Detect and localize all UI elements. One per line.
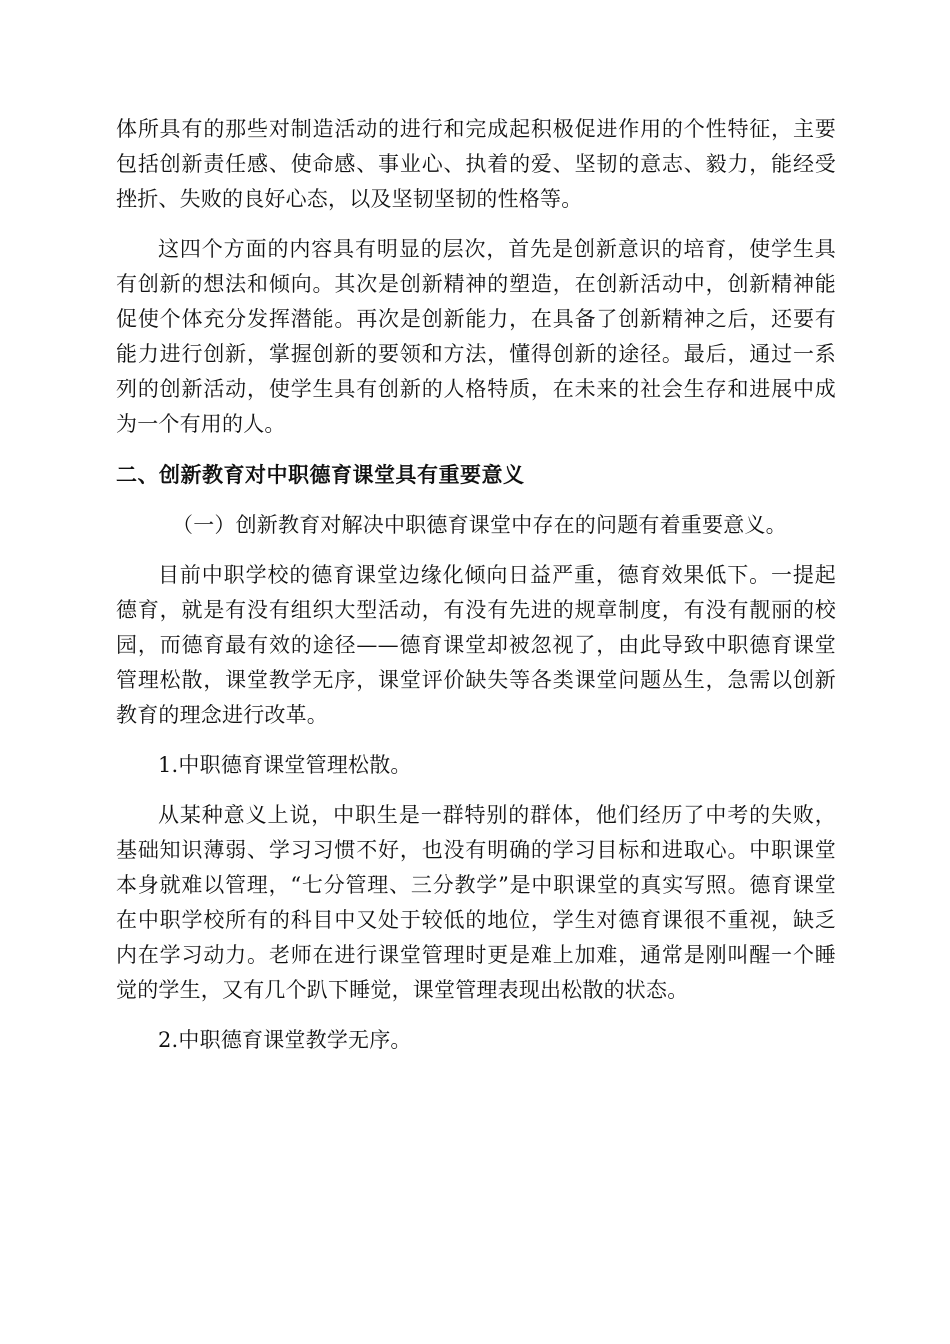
- list-item-1: 1.中职德育课堂管理松散。: [158, 753, 412, 777]
- list-item-2: 2.中职德育课堂教学无序。: [158, 1028, 412, 1052]
- subsection-heading-1: （一）创新教育对解决中职德育课堂中存在的问题有着重要意义。: [172, 513, 787, 537]
- document-page: [116, 112, 836, 1058]
- paragraph-four-aspects: 这四个方面的内容具有明显的层次，首先是创新意识的培育，使学生具有创新的想法和倾向。其次是创新精神的塑造，在创新活动中，创新精神能促使个体充分发挥潜能。再次是创新能力，在具备了创新精神之后，还要有能力进行创新，掌握创新的要领和方法，懂得创新的途径。最后，通过一系列的创新活动，使学生具有创新的人格特质，在未来的社会生存和进展中成为一个有用的人。: [116, 237, 836, 436]
- paragraph-personality-traits: 体所具有的那些对制造活动的进行和完成起积极促进作用的个性特征，主要包括创新责任感、使命感、事业心、执着的爱、坚韧的意志、毅力，能经受挫折、失败的良好心态，以及坚韧坚韧的性格等。: [116, 117, 836, 211]
- paragraph-current-situation: 目前中职学校的德育课堂边缘化倾向日益严重，德育效果低下。一提起德育，就是有没有组织大型活动，有没有先进的规章制度，有没有靓丽的校园，而德育最有效的途径——德育课堂却被忽视了，由此导致中职德育课堂管理松散，课堂教学无序，课堂评价缺失等各类课堂问题丛生，急需以创新教育的理念进行改革。: [116, 563, 836, 727]
- paragraph-loose-management: 从某种意义上说，中职生是一群特别的群体，他们经历了中考的失败，基础知识薄弱、学习习惯不好，也没有明确的学习目标和进取心。中职课堂本身就难以管理，“七分管理、三分教学”是中职课堂的真实写照。德育课堂在中职学校所有的科目中又处于较低的地位，学生对德育课很不重视，缺乏内在学习动力。老师在进行课堂管理时更是难上加难，通常是刚叫醒一个睡觉的学生，又有几个趴下睡觉，课堂管理表现出松散的状态。: [116, 803, 836, 1002]
- section-heading-2: 二、创新教育对中职德育课堂具有重要意义: [116, 463, 525, 487]
